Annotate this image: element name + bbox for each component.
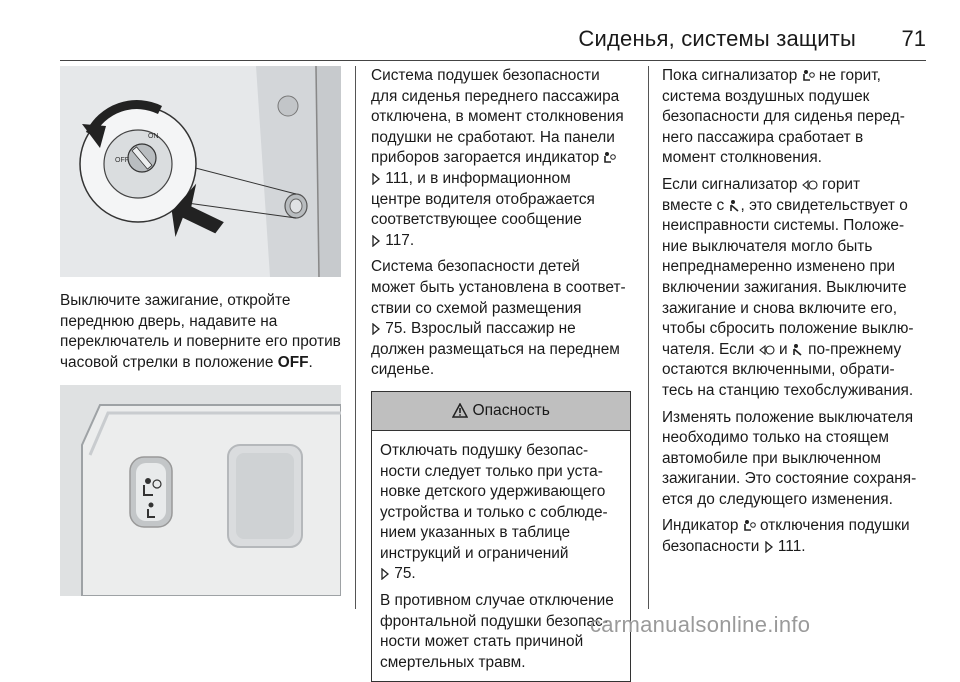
switch-label-off: OFF	[115, 157, 129, 164]
text-line: Пока сигнализатор	[662, 67, 798, 84]
seatbelt-icon	[792, 343, 804, 357]
airbag-indicator-illustration	[60, 385, 341, 596]
text-line: центре водителя отображается	[371, 190, 595, 208]
column-divider	[355, 66, 356, 609]
text-line: вместе с	[662, 196, 725, 214]
text-line: зажигание и снова включите его,	[662, 299, 898, 317]
text-line: необходимо только на стоящем	[662, 429, 889, 447]
text-line: , это свидетельствует о	[740, 196, 908, 214]
text-line: горит	[822, 175, 861, 193]
text-line: 117.	[385, 231, 415, 249]
figure-1-caption	[60, 291, 348, 373]
text-line: подушки не сработают. На панели	[371, 128, 615, 146]
warning-header	[372, 392, 630, 431]
text-line: новке детского удерживающего	[380, 483, 606, 501]
paragraph-change-position	[662, 408, 928, 511]
text-line: устройства и только с соблюде-	[380, 503, 608, 521]
text-line: Система безопасности детей	[371, 258, 580, 276]
column-divider	[648, 66, 649, 609]
page-reference-arrow-icon	[764, 541, 774, 553]
switch-label-on: ON	[148, 133, 159, 140]
page-reference-arrow-icon	[380, 568, 390, 580]
text-line: чателя. Если	[662, 340, 755, 358]
text-line: Система подушек безопасности	[371, 67, 600, 84]
column-3	[662, 66, 928, 564]
text-line: ности может стать причиной	[380, 633, 584, 651]
text-line: инструкций и ограничений	[380, 544, 569, 562]
text-line: Индикатор	[662, 517, 739, 535]
text-line: для сиденья переднего пассажира	[371, 87, 620, 105]
text-line: по-прежнему	[808, 340, 902, 358]
text-line: сиденье.	[371, 361, 435, 379]
text-line: соответствующее сообщение	[371, 211, 582, 229]
airbag-warning-icon	[759, 343, 775, 357]
text-line: зажигании. Это состояние сохраня-	[662, 470, 917, 488]
text-line: Если сигнализатор	[662, 175, 798, 193]
text-line: смертельных травм.	[380, 653, 526, 671]
text-line: 75. Взрослый пассажир не	[385, 320, 576, 338]
caption-text: Выключите зажигание, откройте переднюю дверь, надавите на переключатель и поверните его против часовой стрелки в положение	[60, 292, 341, 371]
airbag-warning-icon	[802, 178, 818, 192]
header-rule	[60, 60, 926, 61]
seatbelt-icon	[729, 199, 741, 213]
page-reference-arrow-icon	[371, 235, 381, 247]
column-1	[60, 66, 348, 596]
airbag-off-indicator-icon	[802, 69, 815, 83]
text-line: Изменять положение выключателя	[662, 408, 914, 426]
text-line: него пассажира сработает в	[662, 128, 864, 146]
text-line: безопасности для сиденья перед-	[662, 108, 905, 126]
text-line: нием указанных в таблице	[380, 524, 571, 542]
text-line: момент столкновения.	[662, 149, 822, 167]
warning-triangle-icon	[452, 403, 468, 418]
paragraph-malfunction	[662, 175, 928, 402]
text-line: 75.	[394, 565, 416, 583]
paragraph-airbag-disabled	[371, 66, 633, 251]
page-header	[60, 22, 926, 56]
text-line: безопасности	[662, 538, 760, 556]
text-line: включении зажигания. Выключите	[662, 278, 907, 296]
airbag-indicator-drawing	[60, 385, 341, 596]
warning-paragraph-2	[380, 591, 622, 673]
caption-off-label: OFF	[277, 353, 309, 371]
airbag-off-indicator-icon	[603, 151, 616, 165]
airbag-off-indicator-icon	[743, 519, 756, 533]
text-line: не горит,	[818, 67, 881, 84]
text-line: и	[778, 340, 788, 358]
warning-paragraph-1	[380, 441, 622, 585]
paragraph-indicator-reference	[662, 516, 928, 557]
page-reference-arrow-icon	[371, 323, 381, 335]
airbag-switch-drawing	[60, 66, 341, 277]
text-line: остаются включенными, обрати-	[662, 361, 895, 379]
page-reference-arrow-icon	[371, 173, 381, 185]
text-line: приборов загорается индикатор	[371, 149, 600, 167]
caption-end: .	[308, 353, 313, 371]
text-line: непреднамеренно изменено при	[662, 258, 895, 276]
section-title: Сиденья, системы защиты	[578, 26, 856, 51]
column-2	[371, 66, 633, 682]
paragraph-child-restraint	[371, 257, 633, 381]
text-line: система воздушных подушек	[662, 87, 870, 105]
text-line: ности следует только при уста-	[380, 462, 603, 480]
text-line: отключена, в момент столкновения	[371, 108, 624, 126]
page-number: 71	[901, 26, 926, 51]
watermark: carmanualsonline.info	[590, 612, 811, 637]
text-line: ется до следующего изменения.	[662, 490, 893, 508]
text-line: автомобиле при выключенном	[662, 449, 882, 467]
text-line: фронтальной подушки безопас-	[380, 612, 608, 630]
airbag-switch-illustration	[60, 66, 341, 277]
text-line: чтобы сбросить положение выклю-	[662, 320, 914, 338]
warning-title: Опасность	[472, 401, 550, 419]
text-line: 111, и в информационном	[385, 169, 571, 187]
text-line: должен размещаться на переднем	[371, 340, 620, 358]
danger-warning-box	[371, 391, 631, 682]
text-line: 111.	[777, 538, 806, 556]
text-line: неисправности системы. Положе-	[662, 217, 905, 235]
warning-body	[372, 431, 630, 682]
paragraph-indicator-off	[662, 66, 928, 169]
text-line: может быть установлена в соответ-	[371, 278, 626, 296]
text-line: тесь на станцию техобслуживания.	[662, 381, 914, 399]
text-line: ние выключателя могло быть	[662, 237, 873, 255]
text-line: ствии со схемой размещения	[371, 299, 582, 317]
text-line: Отключать подушку безопас-	[380, 441, 589, 459]
text-line: В противном случае отключение	[380, 592, 614, 610]
text-line: отключения подушки	[760, 517, 910, 535]
